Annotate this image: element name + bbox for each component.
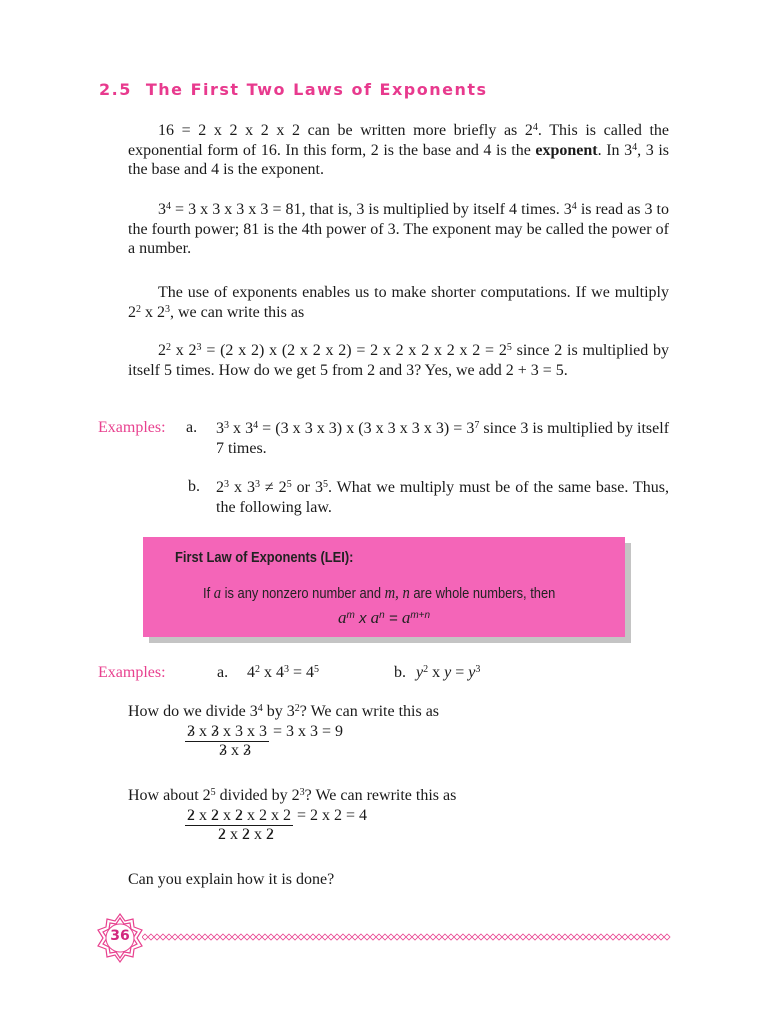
section-title: The First Two Laws of Exponents — [145, 80, 488, 99]
page-number-badge — [96, 912, 144, 964]
section-heading — [99, 80, 488, 99]
fraction-1-numerator: 3 x 3 x 3 x 3 = 3 x 3 = 9 — [187, 723, 344, 740]
example-b-text: $2^3$ x $3^3 \ne 2^5$ or $3^5$. What we multiply must be of the same base. Thus, the following law. — [216, 479, 670, 516]
example2-a-text: $4^2$ x $4^3 = 4^5$ — [247, 664, 320, 681]
fraction-1-denominator: 3 x 3 — [219, 742, 251, 759]
fraction-2-numerator: 2 x 2 x 2 x 2 x 2 = 2 x 2 = 4 — [187, 807, 368, 824]
examples-label: Examples: — [98, 419, 166, 436]
examples-label-2: Examples: — [98, 664, 166, 681]
fraction-2-result: = 2 x 2 = 4 — [293, 807, 368, 824]
paragraph-shorter-computations: The use of exponents enables us to make shorter computations. If we multiply $2^2$ x $2^3$, we can write this as — [128, 284, 669, 321]
paragraph-exponential-form: 16 = 2 x 2 x 2 x 2 can be written more briefly as $2^4$. This is called the exponential form of 16. In this form, 2 is the base and 4 is the exponent. In $3^4$, 3 is the base and 4 is the exponent. — [128, 122, 670, 178]
law-title: First Law of Exponents (LEI): — [175, 549, 354, 566]
example2-a-letter: a. — [217, 664, 229, 681]
example2-b-letter: b. — [394, 664, 406, 681]
fraction-2-denominator: 2 x 2 x 2 — [218, 826, 274, 843]
law-statement: If a is any nonzero number and m, n are whole numbers, then — [203, 583, 556, 602]
fraction-1-result: = 3 x 3 = 9 — [269, 723, 344, 740]
example-a-letter: a. — [186, 419, 198, 436]
law-formula: $a^m$ x $a^n = a^{m+n}$ — [337, 608, 431, 627]
paragraph-power: $3^4 = 3$ x 3 x 3 x 3 = 81, that is, 3 is multiplied by itself 4 times. $3^4$ is read as 3 to the fourth power; 81 is the 4th power of 3. The exponent may be called the power of a number. — [128, 201, 669, 257]
example-b-letter: b. — [188, 478, 200, 495]
decorative-chain — [142, 932, 672, 942]
term-exponent: exponent — [535, 141, 598, 159]
first-law-box — [143, 537, 625, 637]
page-number: 36 — [110, 928, 130, 944]
divide-question-2: How about $2^5$ divided by $2^3$? We can rewrite this as — [128, 787, 457, 804]
section-number: 2.5 — [99, 80, 132, 99]
divide-question-1: How do we divide $3^4$ by $3^2$? We can write this as — [128, 703, 440, 720]
paragraph-multiply-example: $2^2$ x $2^3 = (2$ x 2) x (2 x 2 x 2) = 2 x 2 x 2 x 2 x $2 = 2^5$ since 2 is multiplied by itself 5 times. How do we get 5 from 2 and 3? Yes, we add 2 + 3 = 5. — [128, 342, 670, 379]
closing-question: Can you explain how it is done? — [128, 871, 335, 888]
example-a-text: $3^3$ x $3^4 = (3$ x 3 x 3) x (3 x 3 x 3 x $3) = 3^7$ since 3 is multiplied by itself 7 times. — [216, 420, 670, 457]
example2-b-text: $y^2$ x $y = y^3$ — [416, 664, 481, 681]
